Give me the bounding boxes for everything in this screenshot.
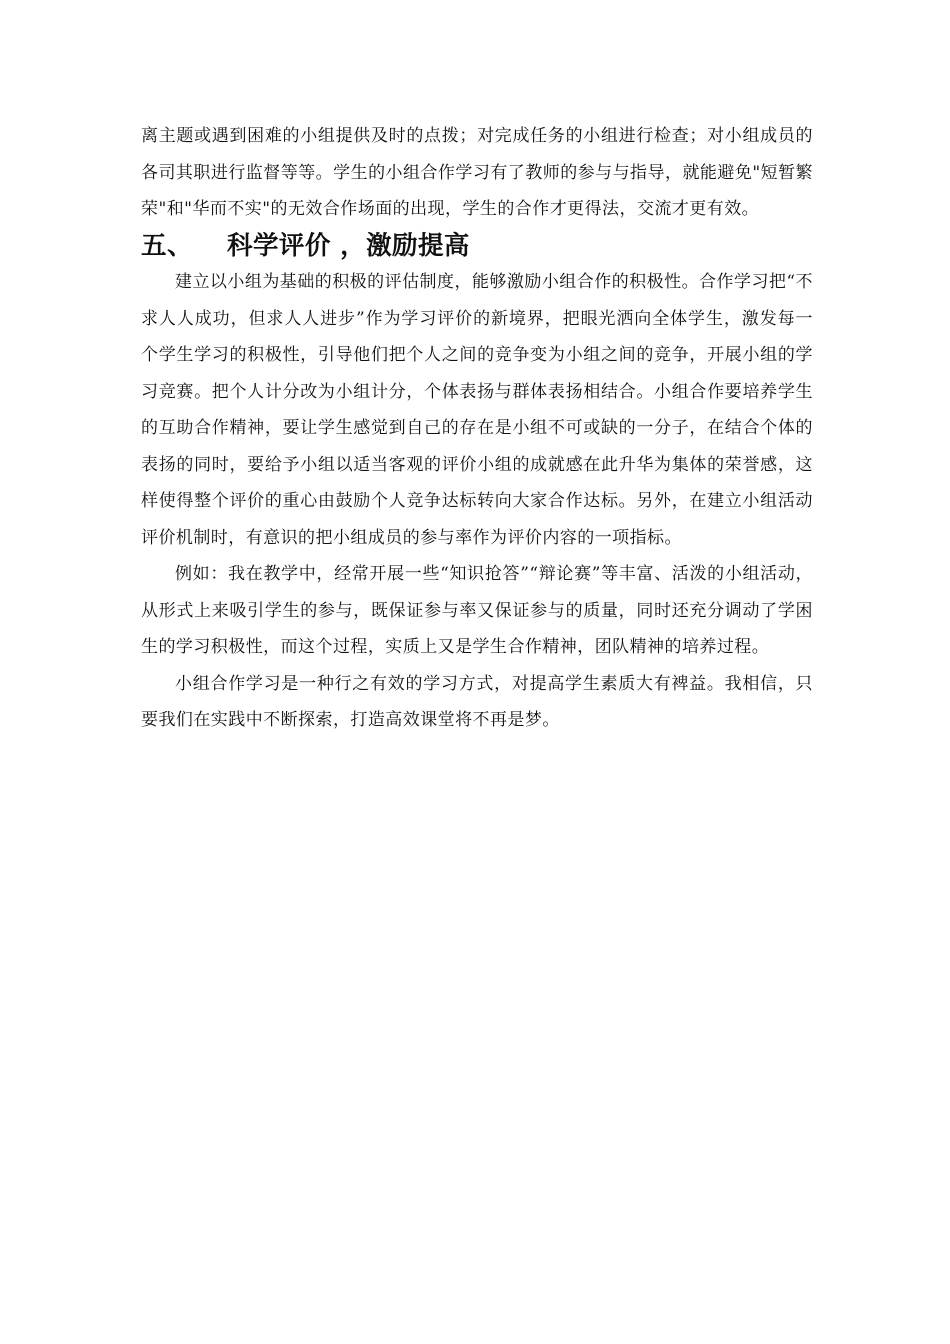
continuation-paragraph: 离主题或遇到困难的小组提供及时的点拨；对完成任务的小组进行检查；对小组成员的各司其职进行监督等等。学生的小组合作学习有了教师的参与与指导，就能避免"短暂繁荣"和"华而不实"的无效合作场面的出现，学生的合作才更得法，交流才更有效。 xyxy=(141,126,813,219)
section-number: 五、 xyxy=(141,230,193,261)
section-heading xyxy=(141,228,813,265)
paragraph-example: 例如：我在教学中，经常开展一些“知识抢答”“辩论赛”等丰富、活泼的小组活动，从形式上来吸引学生的参与，既保证参与率又保证参与的质量，同时还充分调动了学困生的学习积极性，而这个过程，实质上又是学生合作精神，团队精神的培养过程。 xyxy=(141,564,813,657)
paragraph-conclusion: 小组合作学习是一种行之有效的学习方式，对提高学生素质大有裨益。我相信，只要我们在实践中不断探索，打造高效课堂将不再是梦。 xyxy=(141,673,813,730)
paragraph-evaluation: 建立以小组为基础的积极的评估制度，能够激励小组合作的积极性。合作学习把“不求人人成功，但求人人进步”作为学习评价的新境界，把眼光洒向全体学生，激发每一个学生学习的积极性，引导他们把个人之间的竞争变为小组之间的竞争，开展小组的学习竞赛。把个人计分改为小组计分，个体表扬与群体表扬相结合。小组合作要培养学生的互助合作精神，要让学生感觉到自己的存在是小组不可或缺的一分子，在结合个体的表扬的同时，要给予小组以适当客观的评价小组的成就感在此升华为集体的荣誉感，这样使得整个评价的重心由鼓励个人竞争达标转向大家合作达标。另外，在建立小组活动评价机制时，有意识的把小组成员的参与率作为评价内容的一项指标。 xyxy=(141,272,813,548)
document-body xyxy=(141,118,813,739)
section-title: 科学评价 ，激励提高 xyxy=(227,230,470,261)
